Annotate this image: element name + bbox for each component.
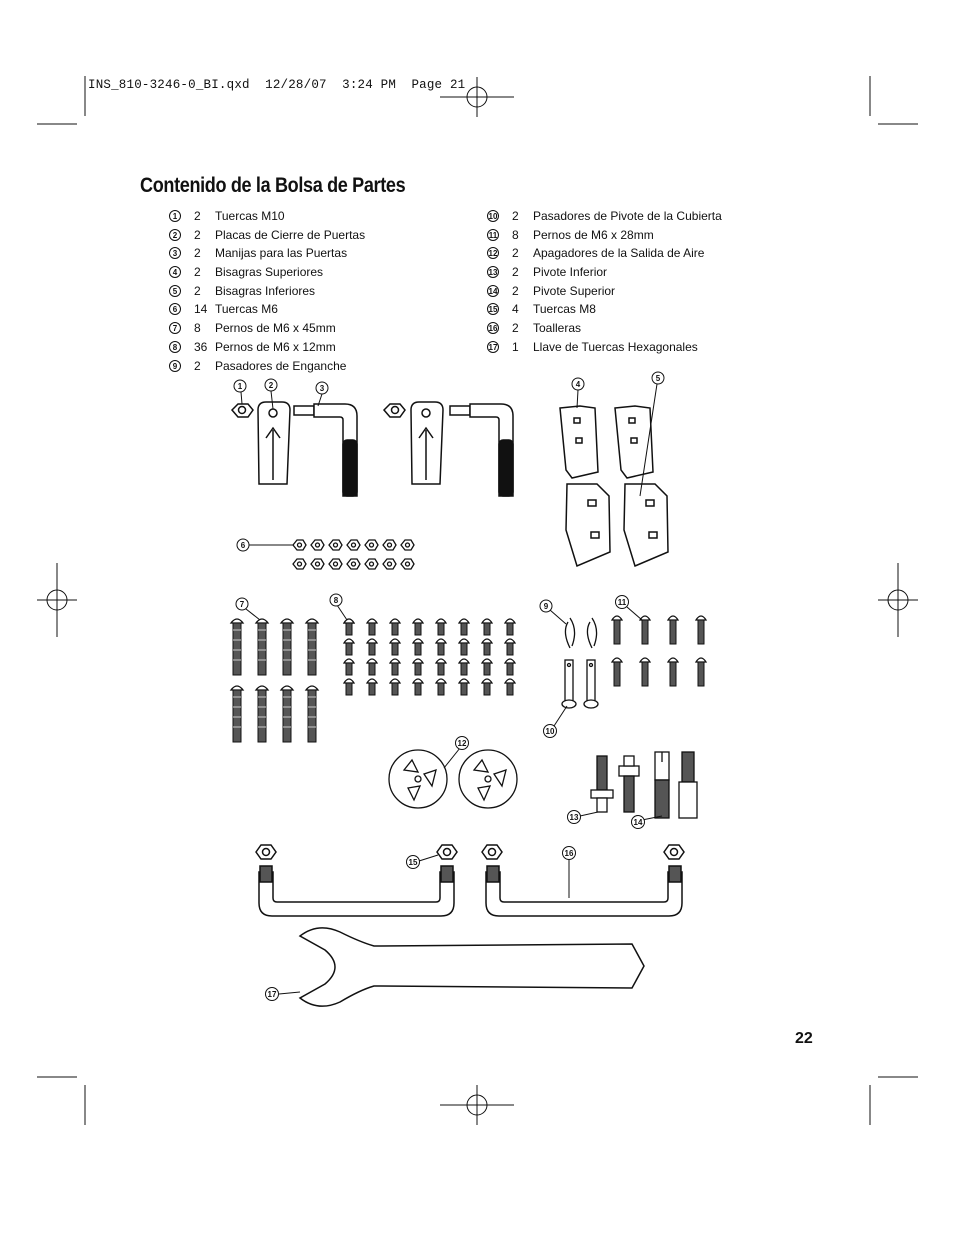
part-number-badge: 16 (488, 324, 498, 334)
callout-3 (316, 382, 328, 394)
part-description: Tuercas M6 (215, 302, 278, 317)
part-description: Apagadores de la Salida de Aire (533, 246, 705, 261)
callout-7 (236, 598, 248, 610)
part-number-badge: 15 (488, 305, 498, 315)
part-description: Manijas para las Puertas (215, 246, 348, 261)
callout-2 (265, 379, 277, 391)
svg-text:15: 15 (408, 858, 418, 867)
part-description: Placas de Cierre de Puertas (215, 227, 366, 242)
part-number-badge: 7 (169, 322, 181, 334)
part-description: Toalleras (533, 321, 582, 336)
part-description: Pernos de M6 x 45mm (215, 321, 336, 336)
part-number-badge: 12 (488, 249, 498, 259)
callout-11 (616, 596, 629, 609)
part-quantity: 2 (194, 227, 201, 242)
callout-5 (652, 372, 664, 384)
part-number-badge: 1 (169, 210, 181, 222)
part-quantity: 2 (194, 358, 201, 373)
callout-15 (407, 856, 420, 869)
m6-nuts-drawing (293, 540, 414, 569)
svg-text:11: 11 (617, 598, 627, 607)
part-number-badge: 5 (169, 285, 181, 297)
part-number-badge: 3 (169, 247, 181, 259)
registration-mark-bottom (440, 1085, 514, 1125)
svg-text:17: 17 (267, 990, 277, 999)
m6x28-bolts-drawing (612, 616, 706, 686)
part-quantity: 8 (512, 227, 519, 242)
svg-text:7: 7 (239, 600, 245, 609)
part-quantity: 2 (512, 265, 519, 280)
part-quantity: 2 (194, 265, 201, 280)
svg-text:5: 5 (655, 374, 661, 383)
part-description: Tuercas M10 (215, 209, 285, 223)
callout-12 (456, 737, 469, 750)
part-description: Pasadores de Pivote de la Cubierta (533, 209, 722, 223)
svg-text:8: 8 (333, 596, 339, 605)
pivot-drawing (591, 752, 697, 818)
part-number-badge: 11 (488, 230, 498, 240)
registration-mark-left (37, 563, 77, 637)
svg-text:13: 13 (569, 813, 579, 822)
callout-16 (563, 847, 576, 860)
part-description: Pernos de M6 x 28mm (533, 227, 654, 242)
svg-text:12: 12 (457, 739, 467, 748)
towel-bar-drawing (256, 845, 684, 916)
callout-8 (330, 594, 342, 606)
registration-mark-top (440, 77, 514, 117)
callout-10 (544, 725, 557, 738)
part-quantity: 2 (512, 246, 519, 261)
svg-text:6: 6 (240, 541, 246, 550)
svg-text:10: 10 (545, 727, 555, 736)
part-description: Bisagras Superiores (215, 265, 324, 280)
svg-text:1: 1 (237, 382, 243, 391)
svg-text:3: 3 (319, 384, 325, 393)
m6x45-bolts-drawing (231, 619, 318, 742)
callout-9 (540, 600, 552, 612)
hitch-pin-drawing (565, 618, 596, 648)
svg-text:14: 14 (633, 818, 643, 827)
hex-wrench-drawing (300, 928, 644, 1006)
svg-text:4: 4 (575, 380, 581, 389)
part-number-badge: 14 (488, 286, 498, 296)
part-number-badge: 17 (488, 342, 498, 352)
part-description: Bisagras Inferiores (215, 283, 316, 298)
part-quantity: 2 (194, 283, 201, 298)
part-quantity: 8 (194, 321, 201, 336)
file-slug: INS_810-3246-0_BI.qxd 12/28/07 3:24 PM Page 21 (88, 78, 466, 92)
part-description: Pivote Superior (533, 283, 616, 298)
air-vent-damper-drawing (389, 750, 517, 808)
callout-13 (568, 811, 581, 824)
svg-text:16: 16 (564, 849, 574, 858)
callout-1 (234, 380, 246, 392)
part-quantity: 14 (194, 302, 208, 317)
svg-text:2: 2 (268, 381, 274, 390)
pivot-pin-drawing (562, 660, 598, 708)
part-quantity: 2 (512, 283, 519, 298)
part-number-badge: 10 (488, 212, 498, 221)
part-number-badge: 2 (169, 229, 181, 241)
part-description: Pivote Inferior (533, 265, 608, 280)
part-quantity: 2 (194, 209, 201, 223)
part-description: Llave de Tuercas Hexagonales (533, 339, 698, 354)
m6x12-bolts-drawing (344, 619, 515, 695)
callout-6 (237, 539, 249, 551)
part-description: Pasadores de Enganche (215, 358, 347, 373)
callout-17 (266, 988, 279, 1001)
part-quantity: 2 (512, 321, 519, 336)
part-number-badge: 9 (169, 360, 181, 372)
part-number-badge: 4 (169, 266, 181, 278)
part-number-badge: 6 (169, 303, 181, 315)
callout-4 (572, 378, 584, 390)
part-quantity: 36 (194, 339, 208, 354)
door-handle-drawing (294, 404, 513, 496)
svg-text:9: 9 (543, 602, 549, 611)
part-number-badge: 8 (169, 341, 181, 353)
part-quantity: 1 (512, 339, 519, 354)
registration-mark-right (878, 563, 918, 637)
page-title: Contenido de la Bolsa de Partes (140, 174, 406, 197)
part-description: Tuercas M8 (533, 302, 596, 317)
part-description: Pernos de M6 x 12mm (215, 339, 336, 354)
part-quantity: 4 (512, 302, 519, 317)
part-number-badge: 13 (488, 268, 498, 278)
part-quantity: 2 (194, 246, 201, 261)
part-quantity: 2 (512, 209, 519, 223)
hinge-drawing (560, 406, 668, 566)
page-number: 22 (795, 1030, 813, 1047)
callout-14 (632, 816, 645, 829)
